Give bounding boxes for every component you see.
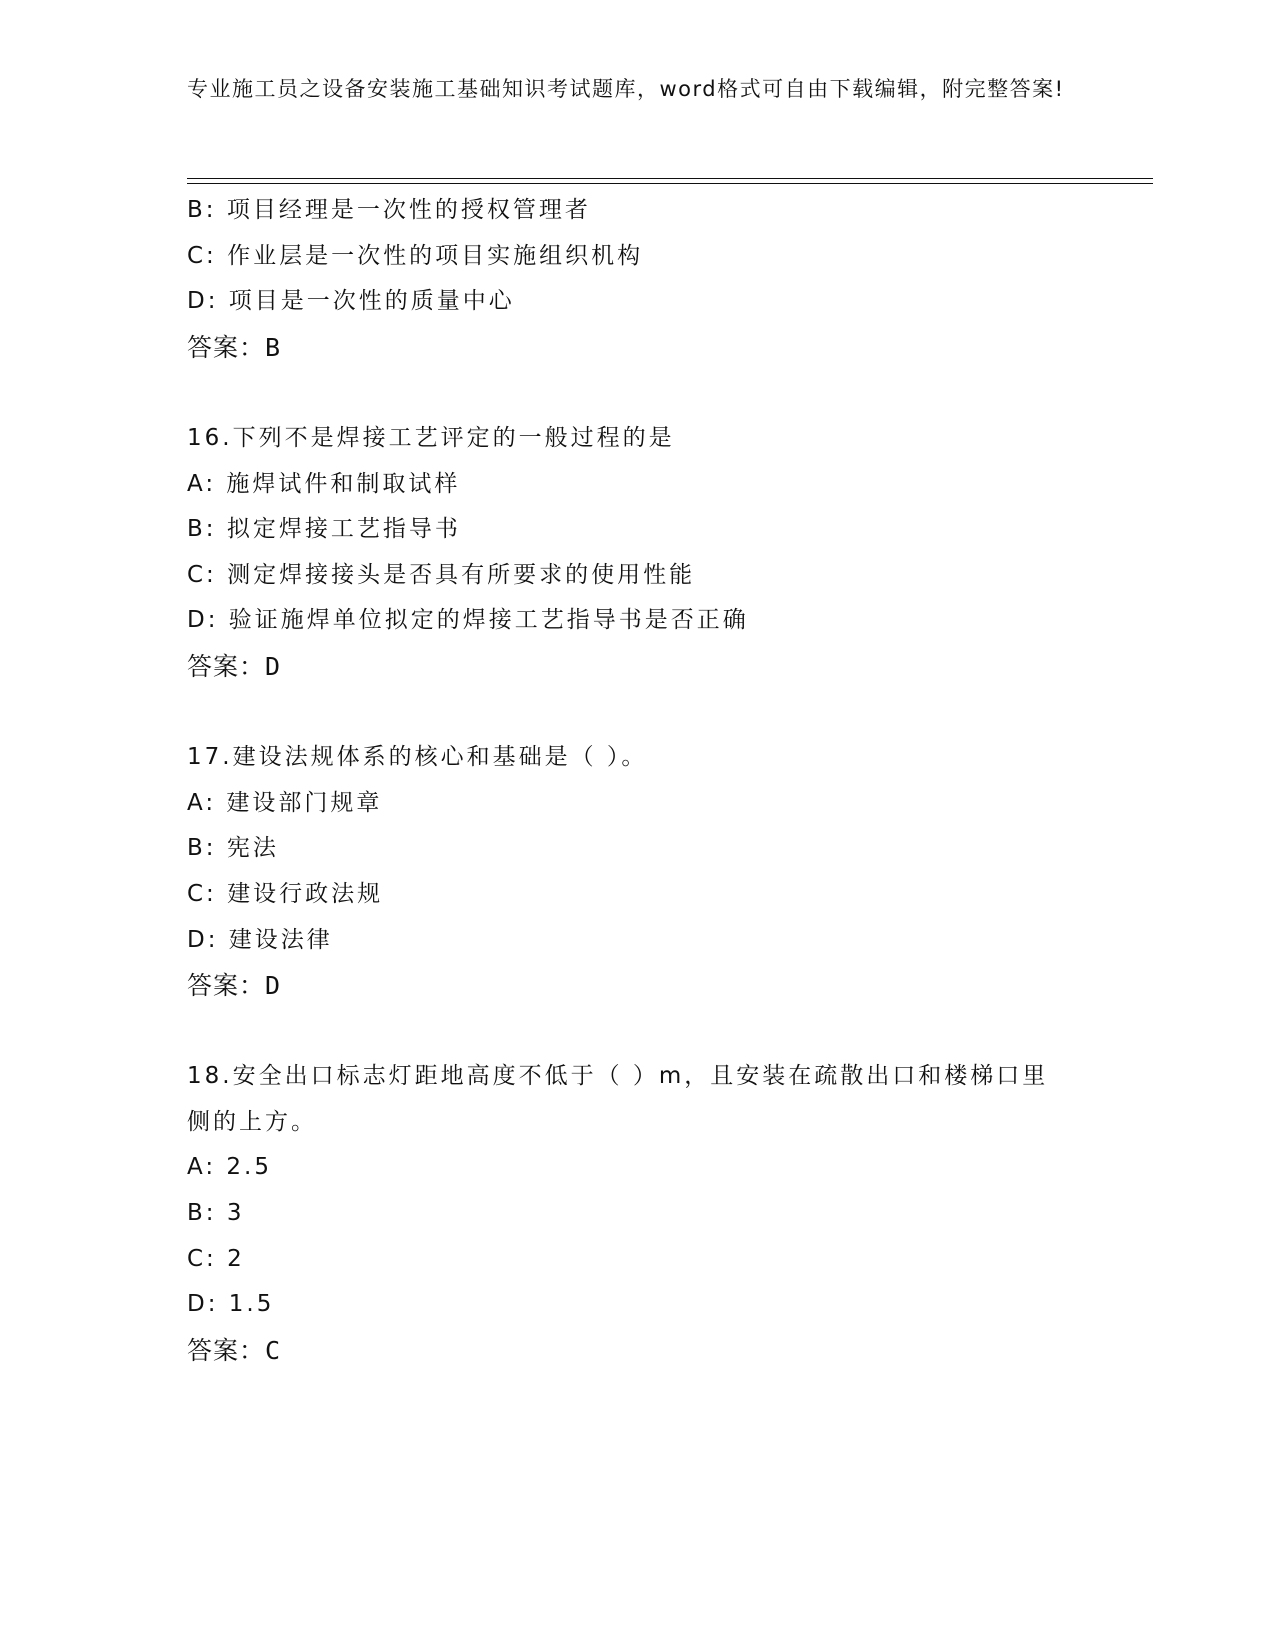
answer-line bbox=[187, 963, 1087, 1009]
option-c: C: 测定焊接接头是否具有所要求的使用性能 bbox=[187, 561, 696, 588]
answer-value: D bbox=[265, 971, 282, 1001]
question-block-18 bbox=[187, 1054, 1087, 1373]
question-list bbox=[187, 188, 1087, 1373]
question-stem: 17.建设法规体系的核心和基础是（ ）。 bbox=[187, 744, 648, 771]
header-divider-bottom bbox=[187, 183, 1153, 184]
option-b: B: 项目经理是一次性的授权管理者 bbox=[187, 197, 591, 223]
option-a: A: 施焊试件和制取试样 bbox=[187, 470, 461, 497]
answer-line bbox=[187, 325, 1087, 371]
answer-label: 答案： bbox=[187, 332, 266, 362]
option-d: D: 1.5 bbox=[187, 1291, 275, 1318]
option-d: D: 验证施焊单位拟定的焊接工艺指导书是否正确 bbox=[187, 607, 749, 634]
answer-value: D bbox=[265, 651, 282, 681]
option-a: A: 建设部门规章 bbox=[187, 789, 383, 816]
answer-label: 答案： bbox=[187, 1335, 266, 1365]
question-block-17 bbox=[187, 735, 1087, 1009]
option-a: A: 2.5 bbox=[187, 1154, 272, 1181]
answer-line bbox=[187, 644, 1087, 690]
option-c: C: 建设行政法规 bbox=[187, 880, 384, 907]
answer-label: 答案： bbox=[187, 651, 266, 681]
question-block-continued bbox=[187, 188, 1087, 370]
question-stem: 18.安全出口标志灯距地高度不低于（ ）m，且安装在疏散出口和楼梯口里侧的上方。 bbox=[187, 1063, 1049, 1135]
option-b: B: 宪法 bbox=[187, 835, 279, 862]
question-block-16 bbox=[187, 416, 1087, 690]
option-c: C: 2 bbox=[187, 1245, 245, 1272]
option-d: D: 建设法律 bbox=[187, 926, 333, 953]
answer-value: B bbox=[265, 332, 282, 362]
option-b: B: 3 bbox=[187, 1200, 245, 1227]
answer-line bbox=[187, 1328, 1087, 1374]
answer-label: 答案： bbox=[187, 971, 266, 1001]
question-stem: 16.下列不是焊接工艺评定的一般过程的是 bbox=[187, 424, 675, 451]
header-divider-top bbox=[187, 178, 1153, 179]
answer-value: C bbox=[265, 1335, 282, 1365]
option-d: D: 项目是一次性的质量中心 bbox=[187, 288, 515, 315]
option-c: C: 作业层是一次性的项目实施组织机构 bbox=[187, 242, 644, 269]
option-b: B: 拟定焊接工艺指导书 bbox=[187, 516, 461, 543]
document-header: 专业施工员之设备安装施工基础知识考试题库，word格式可自由下载编辑，附完整答案! bbox=[187, 77, 1065, 101]
